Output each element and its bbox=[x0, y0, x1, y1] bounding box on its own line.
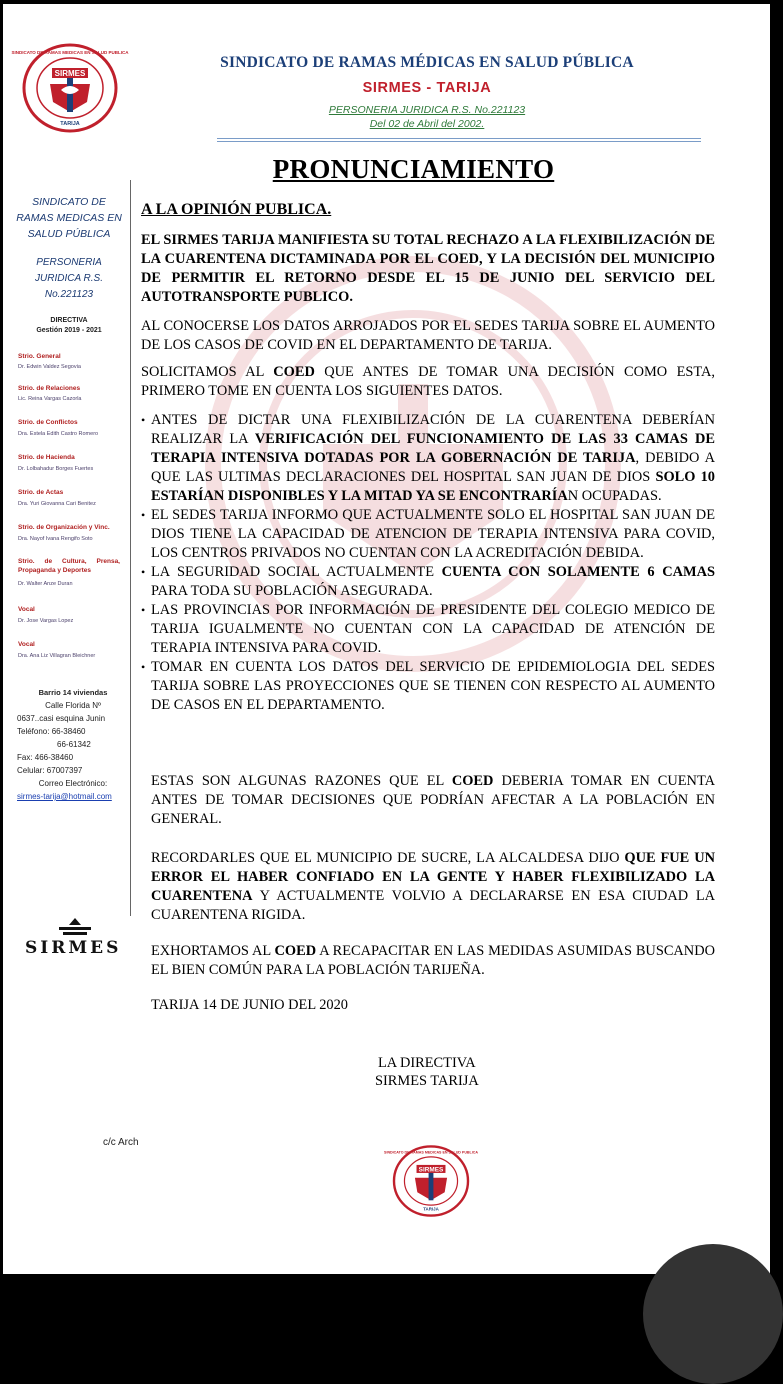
member-role: Vocal bbox=[18, 641, 35, 648]
member-role: Strio. de Conflictos bbox=[18, 419, 78, 426]
member-role: Strio. de Cultura, Prensa, Propaganda y Deportes bbox=[18, 558, 120, 574]
seal-city-text: TARIJA bbox=[60, 121, 80, 127]
member-name: Lic. Reina Vargas Cazorla bbox=[18, 396, 82, 402]
paragraph-exhortamos: EXHORTAMOS AL COED A RECAPACITAR EN LAS MEDIDAS ASUMIDAS BUSCANDO EL BIEN COMÚN PARA LA POBLACIÓN TARIJEÑA. bbox=[151, 943, 715, 978]
sirmes-brand: SIRMES bbox=[25, 938, 122, 958]
seal-ring-text: SINDICATO DE RAMAS MEDICAS EN SALUD PUBLICA bbox=[11, 50, 129, 55]
list-item: • EL SEDES TARIJA INFORMO QUE ACTUALMENTE SOLO EL HOSPITAL SAN JUAN DE DIOS TIENE LA CAPACIDAD DE ATENCION DE TERAPIA INTENSIVA PARA COVID, LOS CENTROS PRIVADOS NO CUENTAN CON LA ACREDITACIÓN DEBIDA. bbox=[141, 506, 715, 563]
member-role: Strio. de Relaciones bbox=[18, 385, 81, 392]
header-date: Del 02 de Abril del 2002. bbox=[369, 118, 485, 130]
member-name: Dra. Nayof Ivana Rengifo Soto bbox=[18, 536, 93, 542]
list-item: • LAS PROVINCIAS POR INFORMACIÓN DE PRESIDENTE DEL COLEGIO MEDICO DE TARIJA IGUALMENTE NO CUENTAN CON LA CAPACIDAD DE ATENCIÓN DE TERAPIA INTENSIVA PARA COVID. bbox=[141, 601, 715, 658]
member-name: Dra. Estela Edith Castro Romero bbox=[18, 431, 99, 437]
member-name: Dra. Ana Liz Villagran Bleichner bbox=[18, 653, 96, 659]
sidebar-directiva: DIRECTIVA Gestión 2019 - 2021 bbox=[36, 317, 102, 334]
signature-line-2: SIRMES TARIJA bbox=[375, 1073, 479, 1089]
header-rule bbox=[217, 138, 701, 139]
paragraph-datos: AL CONOCERSE LOS DATOS ARROJADOS POR EL SEDES TARIJA SOBRE EL AUMENTO DE LOS CASOS DE COVID EN EL DEPARTAMENTO DE TARIJA. bbox=[141, 318, 715, 353]
paragraph-solicitamos: SOLICITAMOS AL COED QUE ANTES DE TOMAR UNA DECISIÓN COMO ESTA, PRIMERO TOME EN CUENTA LOS SIGUIENTES DATOS. bbox=[141, 364, 716, 399]
list-item: • TOMAR EN CUENTA LOS DATOS DEL SERVICIO DE EPIDEMIOLOGIA DEL SEDES TARIJA SOBRE LAS PROYECCIONES QUE SE TIENEN CON RESPECTO AL AUMENTO DE CASOS EN EL DEPARTAMENTO. bbox=[141, 658, 715, 715]
member-role: Strio. de Hacienda bbox=[18, 454, 75, 461]
pronunciamiento-heading: PRONUNCIAMIENTO bbox=[272, 154, 555, 184]
data-list bbox=[141, 411, 715, 715]
sidebar-personeria: PERSONERIA JURIDICA R.S. No.221123 bbox=[35, 257, 103, 300]
cc-archive: c/c Arch bbox=[103, 1137, 139, 1148]
member-role: Strio. de Organización y Vinc. bbox=[18, 524, 110, 531]
header-title: SINDICATO DE RAMAS MÉDICAS EN SALUD PÚBLICA bbox=[220, 54, 634, 71]
list-item: • ANTES DE DICTAR UNA FLEXIBILIZACIÓN DE LA CUARENTENA DEBERÍAN REALIZAR LA VERIFICACIÓN DEL FUNCIONAMIENTO DE LAS 33 CAMAS DE TERAPIA INTENSIVA DOTADAS POR LA GOBERNACIÓN DE TARIJA, DEBIDO A QUE LAS ULTIMAS DECLARACIONES DEL HOSPITAL SAN JUAN DE DIOS SOLO 10 ESTARÍAN DISPONIBLES Y LA MITAD YA SE ENCONTRARÍAN OCUPADAS. bbox=[141, 411, 715, 506]
sidebar-address: Barrio 14 viviendas Calle Florida Nº 0637..casi esquina Junin Teléfono: 66-38460 66-61342 Fax: 466-38460 Celular: 67007397 Correo Electrónico: sirmes-tarija@hotmail.com bbox=[17, 686, 129, 803]
svg-text:SIRMES: SIRMES bbox=[418, 1166, 444, 1174]
svg-text:SINDICATO DE RAMAS MEDICAS EN: SINDICATO DE RAMAS MEDICAS EN SALUD PUBLICA bbox=[384, 1150, 478, 1155]
svg-text:TARIJA: TARIJA bbox=[423, 1206, 439, 1212]
member-role: Vocal bbox=[18, 606, 35, 613]
paragraph-razones: ESTAS SON ALGUNAS RAZONES QUE EL COED DEBERIA TOMAR EN CUENTA ANTES DE TOMAR DECISIONES QUE PODRÍAN AFECTAR A LA POBLACIÓN EN GENERAL. bbox=[151, 773, 715, 827]
corner-shadow bbox=[643, 1244, 783, 1384]
header-personeria: PERSONERIA JURIDICA R.S. No.221123 bbox=[328, 104, 526, 116]
member-name: Dra. Yuri Giovanna Cari Benitez bbox=[18, 501, 96, 507]
paragraph-rechazo: EL SIRMES TARIJA MANIFIESTA SU TOTAL RECHAZO A LA FLEXIBILIZACIÓN DE LA CUARENTENA DICTAMINADA POR EL COED, Y LA DECISIÓN DEL MUNICIPIO DE PERMITIR EL RETORNO DESDE EL 15 DE JUNIO DEL SERVICIO DEL AUTOTRANSPORTE PUBLICO. bbox=[141, 232, 715, 305]
member-name: Dr. Jose Vargas Lopez bbox=[18, 618, 74, 624]
member-role: Strio. de Actas bbox=[18, 489, 64, 496]
member-name: Dr. Lolbahadur Borges Fuertes bbox=[18, 466, 94, 472]
sirmes-mark-icon bbox=[55, 916, 95, 938]
header-rule-2 bbox=[217, 141, 701, 142]
email-link[interactable]: sirmes-tarija@hotmail.com bbox=[17, 792, 112, 801]
opinion-heading: A LA OPINIÓN PUBLICA. bbox=[141, 201, 332, 218]
document-date: TARIJA 14 DE JUNIO DEL 2020 bbox=[151, 997, 348, 1013]
seal-name-text: SIRMES bbox=[54, 69, 86, 78]
signature-line-1: LA DIRECTIVA bbox=[378, 1055, 476, 1071]
member-role: Strio. General bbox=[18, 353, 61, 360]
list-item: • LA SEGURIDAD SOCIAL ACTUALMENTE CUENTA CON SOLAMENTE 6 CAMAS PARA TODA SU POBLACIÓN ASEGURADA. bbox=[141, 563, 715, 601]
member-name: Dr. Walter Anze Duran bbox=[18, 581, 73, 587]
sidebar-divider bbox=[130, 180, 131, 916]
document-page bbox=[3, 4, 770, 1274]
bottom-seal-icon bbox=[384, 1144, 478, 1218]
paragraph-sucre: RECORDARLES QUE EL MUNICIPIO DE SUCRE, LA ALCALDESA DIJO QUE FUE UN ERROR EL HABER CONFIADO EN LA GENTE Y HABER FLEXIBILIZADO LA CUARENTENA Y ACTUALMENTE VOLVIO A DECLARARSE EN ESA CIUDAD LA CUARENTENA RIGIDA. bbox=[151, 850, 715, 923]
sidebar-org: SINDICATO DE RAMAS MEDICAS EN SALUD PÚBLICA bbox=[16, 196, 122, 240]
member-name: Dr. Edwin Valdez Segovia bbox=[18, 364, 81, 370]
header-subtitle: SIRMES - TARIJA bbox=[362, 80, 492, 96]
sirmes-seal-logo-icon bbox=[11, 42, 129, 134]
